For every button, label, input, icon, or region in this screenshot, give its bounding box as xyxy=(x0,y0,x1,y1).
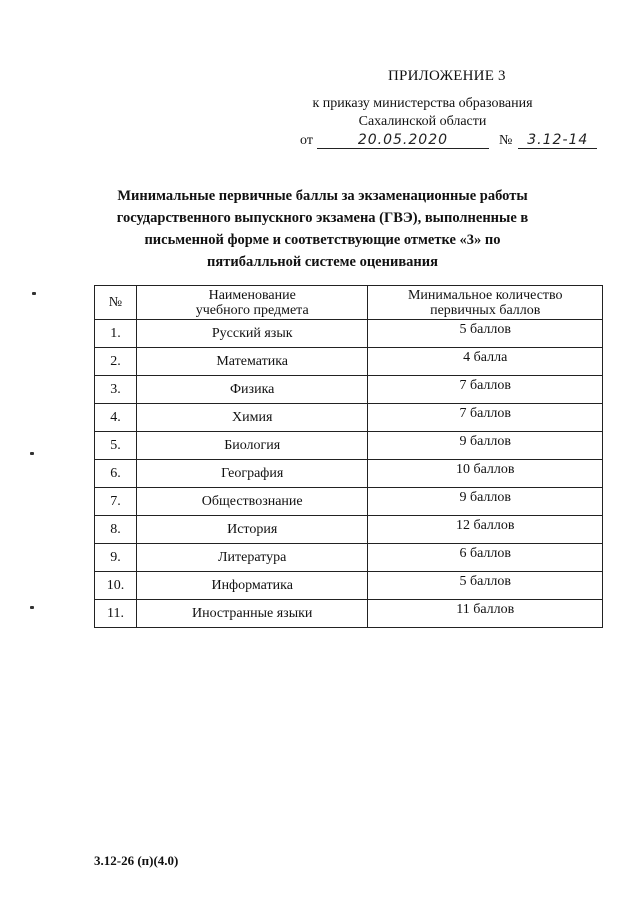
row-subject: Обществознание xyxy=(136,488,368,516)
table-row xyxy=(95,516,603,544)
from-label: от xyxy=(300,133,313,148)
row-score: 10 баллов xyxy=(368,460,603,488)
table-row xyxy=(95,600,603,628)
row-score: 7 баллов xyxy=(368,404,603,432)
row-subject: История xyxy=(136,516,368,544)
row-number: 11. xyxy=(95,600,137,628)
row-number: 1. xyxy=(95,320,137,348)
row-score: 6 баллов xyxy=(368,544,603,572)
row-score: 5 баллов xyxy=(368,572,603,600)
table-header-row xyxy=(95,286,603,320)
row-subject: Биология xyxy=(136,432,368,460)
row-number: 2. xyxy=(95,348,137,376)
appendix-region-line: Сахалинской области xyxy=(358,114,487,129)
row-score: 4 балла xyxy=(368,348,603,376)
row-subject: Иностранные языки xyxy=(136,600,368,628)
table-row xyxy=(95,404,603,432)
order-details xyxy=(300,132,597,149)
table-row xyxy=(95,348,603,376)
row-number: 4. xyxy=(95,404,137,432)
row-score: 11 баллов xyxy=(368,600,603,628)
row-subject: Физика xyxy=(136,376,368,404)
header-subject-line2: учебного предмета xyxy=(195,302,309,318)
row-subject: Русский язык xyxy=(136,320,368,348)
row-score: 9 баллов xyxy=(368,488,603,516)
header-subject-line1: Наименование xyxy=(208,287,296,303)
appendix-order-line: к приказу министерства образования xyxy=(312,96,533,111)
table-row xyxy=(95,488,603,516)
table-row xyxy=(95,544,603,572)
row-number: 7. xyxy=(95,488,137,516)
row-subject: Химия xyxy=(136,404,368,432)
row-number: 3. xyxy=(95,376,137,404)
order-number: 3.12-14 xyxy=(518,132,597,149)
scan-mark xyxy=(30,606,34,609)
appendix-title: ПРИЛОЖЕНИЕ 3 xyxy=(388,68,506,84)
table-row xyxy=(95,376,603,404)
scan-mark xyxy=(30,452,34,455)
row-number: 8. xyxy=(95,516,137,544)
table-row xyxy=(95,320,603,348)
scan-mark xyxy=(32,292,36,295)
row-number: 9. xyxy=(95,544,137,572)
table-row xyxy=(95,460,603,488)
number-label: № xyxy=(498,133,513,148)
row-score: 5 баллов xyxy=(368,320,603,348)
table-row xyxy=(95,572,603,600)
header-score-line1: Минимальное количество xyxy=(407,287,563,303)
header-score-line2: первичных баллов xyxy=(430,302,541,318)
row-number: 6. xyxy=(95,460,137,488)
header-score xyxy=(368,286,603,320)
row-subject: География xyxy=(136,460,368,488)
row-subject: Литература xyxy=(136,544,368,572)
footer-code: 3.12-26 (п)(4.0) xyxy=(94,853,179,868)
header-subject xyxy=(136,286,368,320)
scores-table xyxy=(94,285,603,628)
row-score: 12 баллов xyxy=(368,516,603,544)
document-title: Минимальные первичные баллы за экзаменационные работы государственного выпускного экзамена (ГВЭ), выполненные в письменной форме и соответствующие отметке «3» по пятибалльной системе оценивания xyxy=(116,188,529,270)
order-date: 20.05.2020 xyxy=(317,132,489,149)
header-number: № xyxy=(95,286,137,320)
row-number: 10. xyxy=(95,572,137,600)
table-row xyxy=(95,432,603,460)
row-subject: Информатика xyxy=(136,572,368,600)
row-number: 5. xyxy=(95,432,137,460)
row-score: 7 баллов xyxy=(368,376,603,404)
row-score: 9 баллов xyxy=(368,432,603,460)
row-subject: Математика xyxy=(136,348,368,376)
